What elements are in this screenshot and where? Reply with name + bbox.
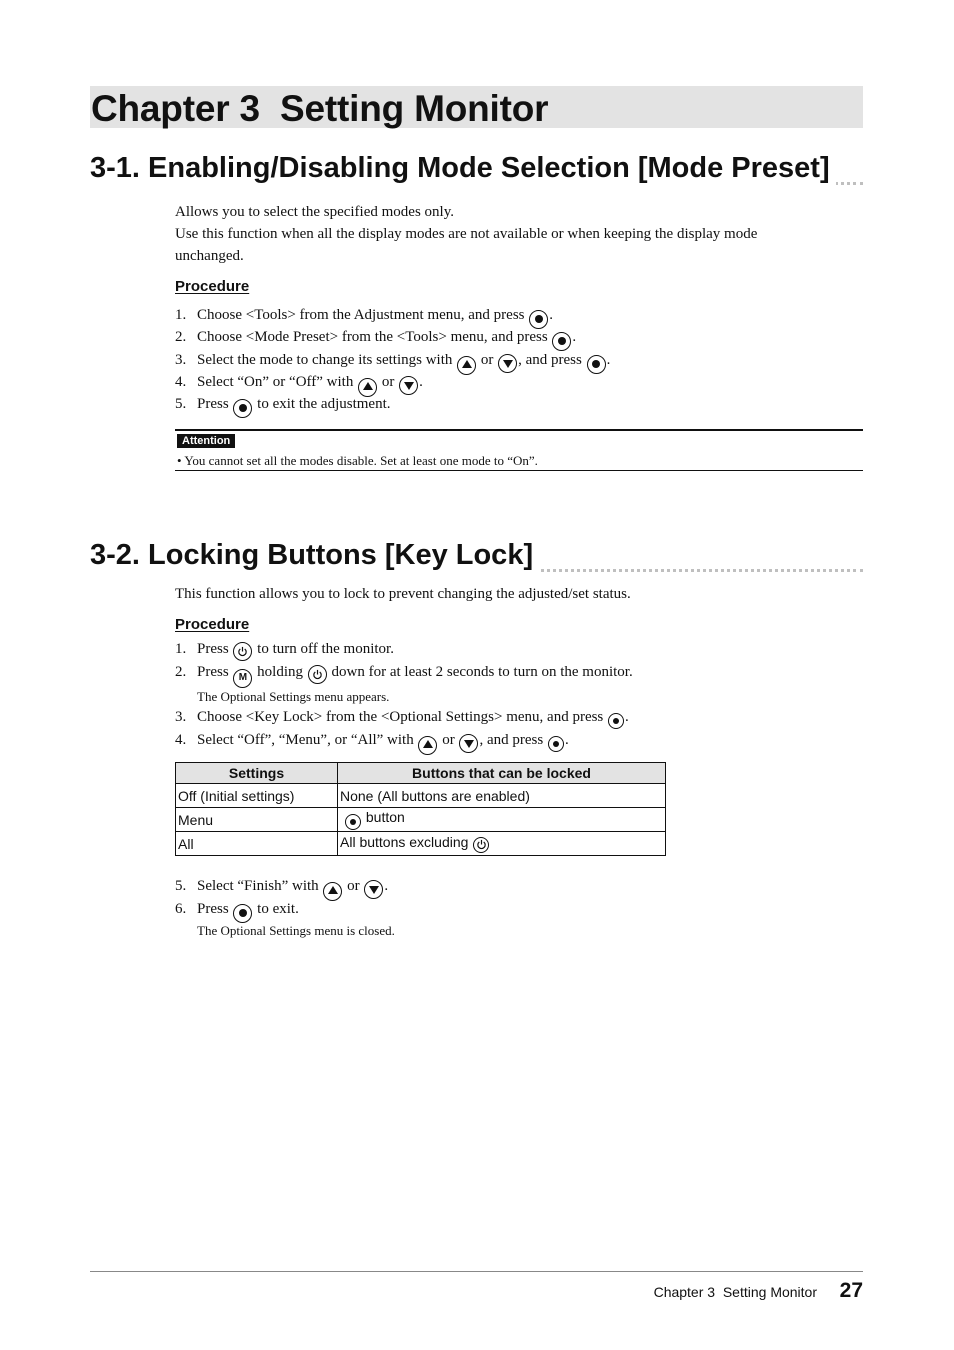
attention-text: • You cannot set all the modes disable. Set at least one mode to “On”. xyxy=(177,453,538,468)
footer-rule xyxy=(90,1271,863,1272)
table-cell: All buttons excluding xyxy=(338,832,666,856)
table-cell: Off (Initial settings) xyxy=(176,784,338,808)
up-arrow-button-icon xyxy=(418,736,437,755)
procedure-step: 6. Press to exit. xyxy=(175,898,299,920)
table-header-cell: Settings xyxy=(176,763,338,784)
up-arrow-button-icon xyxy=(457,356,476,375)
procedure-step: 1. Press to turn off the monitor. xyxy=(175,638,394,660)
attention-box xyxy=(175,429,863,471)
intro-line: Allows you to select the specified modes only. xyxy=(175,204,454,220)
enter-button-icon xyxy=(345,814,361,830)
table-header-cell: Buttons that can be locked xyxy=(338,763,666,784)
table-cell: None (All buttons are enabled) xyxy=(338,784,666,808)
procedure-step: 5. Select “Finish” with or . xyxy=(175,875,388,897)
section-heading-key-lock xyxy=(90,539,863,575)
intro-paragraph: This function allows you to lock to prevent changing the adjusted/set status. xyxy=(175,586,631,602)
key-lock-table xyxy=(175,762,666,856)
down-arrow-button-icon xyxy=(498,354,517,373)
chapter-title: Chapter 3 Setting Monitor xyxy=(91,88,549,129)
section-title: 3-2. Locking Buttons [Key Lock] xyxy=(90,539,539,572)
power-button-icon xyxy=(308,665,327,684)
enter-button-icon xyxy=(233,904,252,923)
procedure-step: 4. Select “Off”, “Menu”, or “All” with or , and press . xyxy=(175,729,569,751)
procedure-step: 4. Select “On” or “Off” with or . xyxy=(175,371,423,393)
table-row xyxy=(176,784,666,808)
procedure-step: 1. Choose <Tools> from the Adjustment menu, and press . xyxy=(175,304,553,326)
up-arrow-button-icon xyxy=(323,882,342,901)
procedure-label: Procedure xyxy=(175,616,250,633)
intro-line: Use this function when all the display modes are not available or when keeping the display mode unchanged. xyxy=(175,226,758,264)
enter-button-icon xyxy=(608,713,624,729)
table-row xyxy=(176,808,666,832)
step-note: The Optional Settings menu appears. xyxy=(197,689,390,704)
power-button-icon xyxy=(233,642,252,661)
enter-button-icon xyxy=(233,399,252,418)
procedure-step: 5. Press to exit the adjustment. xyxy=(175,393,390,415)
procedure-step: 3. Choose <Key Lock> from the <Optional Settings> menu, and press . xyxy=(175,706,629,728)
table-cell: button xyxy=(338,808,666,832)
chapter-header xyxy=(90,86,863,128)
power-button-icon xyxy=(473,837,489,853)
procedure-label: Procedure xyxy=(175,278,250,295)
down-arrow-button-icon xyxy=(399,376,418,395)
table-row xyxy=(176,832,666,856)
down-arrow-button-icon xyxy=(364,880,383,899)
enter-button-icon xyxy=(548,736,564,752)
step-note: The Optional Settings menu is closed. xyxy=(197,923,395,938)
enter-button-icon xyxy=(552,332,571,351)
down-arrow-button-icon xyxy=(459,734,478,753)
table-cell: Menu xyxy=(176,808,338,832)
table-cell: All xyxy=(176,832,338,856)
section-heading-mode-preset xyxy=(90,152,863,188)
intro-paragraph xyxy=(175,201,825,267)
procedure-step: 2. Choose <Mode Preset> from the <Tools> menu, and press . xyxy=(175,326,576,348)
footer-chapter-text: Chapter 3 Setting Monitor xyxy=(653,1284,817,1300)
table-header-row xyxy=(176,763,666,784)
enter-button-icon xyxy=(587,355,606,374)
attention-badge: Attention xyxy=(177,434,235,448)
section-title: 3-1. Enabling/Disabling Mode Selection [Mode Preset] xyxy=(90,152,836,185)
procedure-step: 2. Press M holding down for at least 2 seconds to turn on the monitor. xyxy=(175,661,633,683)
procedure-step: 3. Select the mode to change its settings with or , and press . xyxy=(175,349,610,371)
mode-button-icon: M xyxy=(233,669,252,688)
page-number: 27 xyxy=(839,1279,863,1302)
